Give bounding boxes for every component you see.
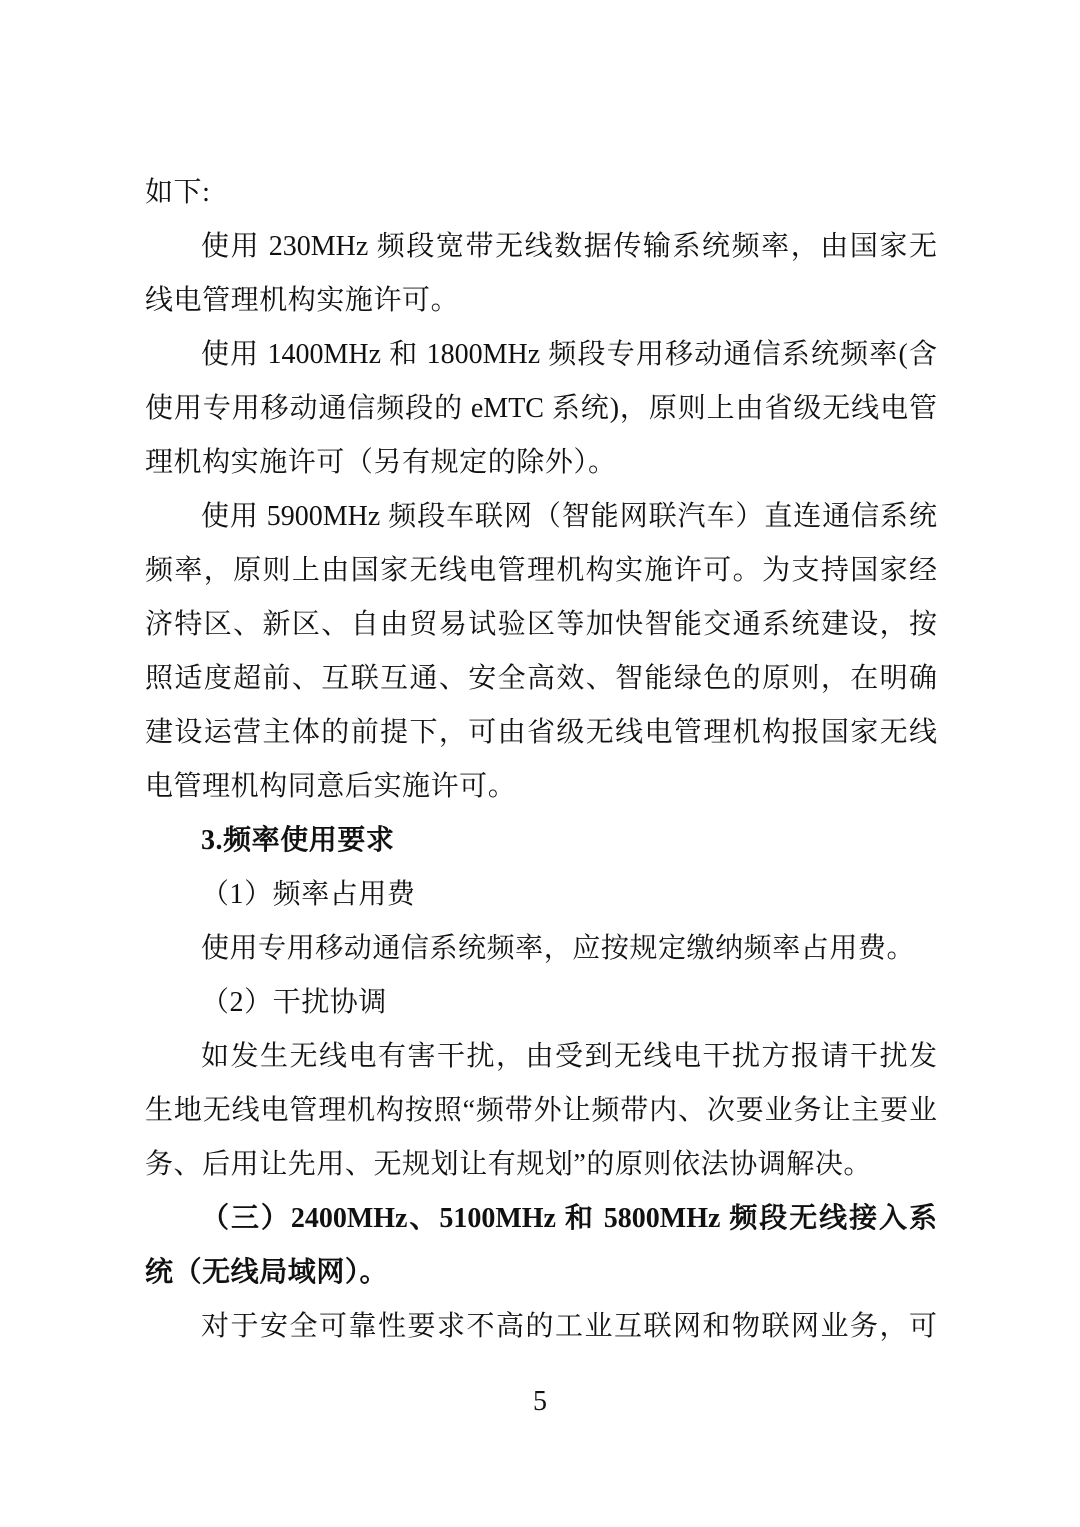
- page-number: 5: [533, 1386, 547, 1417]
- text-line: 生地无线电管理机构按照“频带外让频带内、次要业务让主要业: [145, 1095, 937, 1126]
- text-block: [145, 166, 937, 1354]
- text-line: 济特区、新区、自由贸易试验区等加快智能交通系统建设，按: [145, 609, 937, 640]
- text-line: 照适度超前、互联互通、安全高效、智能绿色的原则，在明确: [145, 663, 937, 694]
- text-line: 使用 230MHz 频段宽带无线数据传输系统频率，由国家无: [201, 231, 937, 262]
- text-line: 使用 5900MHz 频段车联网（智能网联汽车）直连通信系统: [201, 501, 937, 532]
- text-line: 使用 1400MHz 和 1800MHz 频段专用移动通信系统频率(含: [201, 339, 937, 370]
- text-line: 线电管理机构实施许可。: [145, 285, 460, 316]
- text-line: 电管理机构同意后实施许可。: [145, 771, 517, 802]
- text-line: 频率，原则上由国家无线电管理机构实施许可。为支持国家经: [145, 555, 937, 586]
- text-line: 对于安全可靠性要求不高的工业互联网和物联网业务，可: [201, 1311, 937, 1342]
- text-line: （1）频率占用费: [201, 879, 416, 910]
- text-line: （三）2400MHz、5100MHz 和 5800MHz 频段无线接入系: [201, 1203, 937, 1234]
- text-line: 务、后用让先用、无规划让有规划”的原则依法协调解决。: [145, 1149, 872, 1180]
- text-line: 统（无线局域网）。: [145, 1257, 389, 1288]
- text-line: 建设运营主体的前提下，可由省级无线电管理机构报国家无线: [145, 717, 937, 748]
- text-line: 3.频率使用要求: [201, 825, 395, 856]
- text-line: （2）干扰协调: [201, 987, 387, 1018]
- text-line: 如发生无线电有害干扰，由受到无线电干扰方报请干扰发: [201, 1041, 937, 1072]
- text-line: 使用专用移动通信系统频率，应按规定缴纳频率占用费。: [201, 933, 916, 964]
- text-line: 理机构实施许可（另有规定的除外）。: [145, 447, 617, 478]
- text-line: 如下:: [145, 177, 211, 208]
- text-line: 使用专用移动通信频段的 eMTC 系统)，原则上由省级无线电管: [145, 393, 937, 424]
